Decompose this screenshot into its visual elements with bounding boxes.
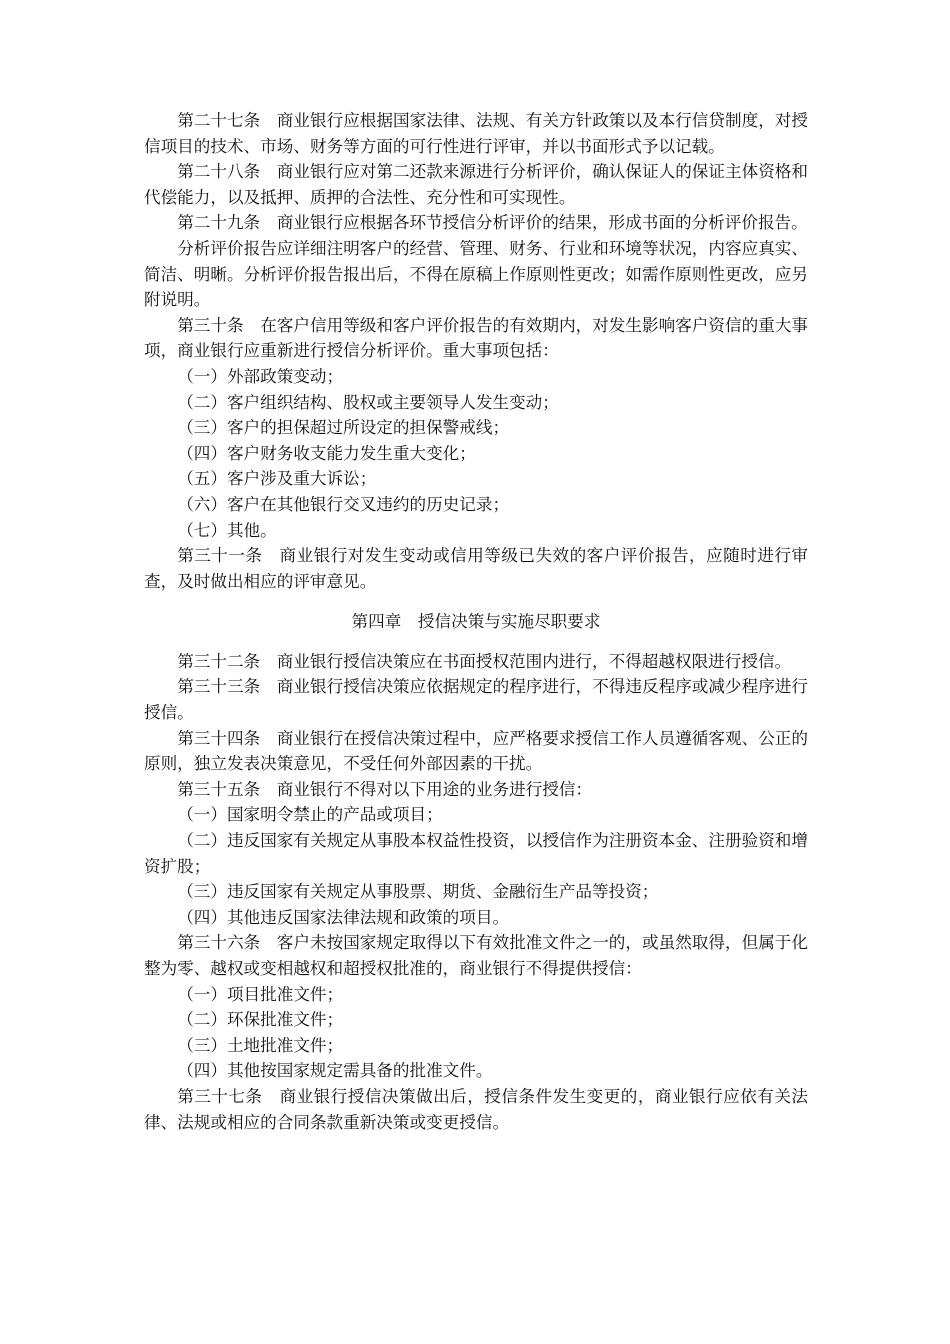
article-35-item-4: （四）其他违反国家法律法规和政策的项目。 — [177, 907, 510, 927]
article-36-item-1: （一）项目批准文件； — [177, 984, 344, 1004]
article-27: 第二十七条 商业银行应根据国家法律、法规、有关方针政策以及本行信贷制度，对授信项目的技术、市场、财务等方面的可行性进行评审，并以书面形式予以记载。 — [144, 111, 808, 156]
article-35: 第三十五条 商业银行不得对以下用途的业务进行授信： — [177, 779, 593, 799]
article-29: 第二十九条 商业银行应根据各环节授信分析评价的结果，形成书面的分析评价报告。 — [177, 213, 808, 233]
chapter-heading: 第四章 授信决策与实施尽职要求 — [351, 612, 601, 632]
article-29-paragraph-2: 分析评价报告应详细注明客户的经营、管理、财务、行业和环境等状况，内容应真实、简洁、明晰。分析评价报告报出后，不得在原稿上作原则性更改；如需作原则性更改，应另附说明。 — [144, 238, 808, 310]
article-30-item-4: （四）客户财务收支能力发生重大变化； — [177, 443, 476, 463]
article-30-item-1: （一）外部政策变动； — [177, 366, 344, 386]
article-36-item-3: （三）土地批准文件； — [177, 1035, 344, 1055]
article-35-item-2: （二）违反国家有关规定从事股本权益性投资，以授信作为注册资本金、注册验资和增资扩股； — [144, 831, 808, 876]
article-35-item-1: （一）国家明令禁止的产品或项目； — [177, 805, 443, 825]
article-37: 第三十七条 商业银行授信决策做出后，授信条件发生变更的，商业银行应依有关法律、法规或相应的合同条款重新决策或变更授信。 — [144, 1086, 808, 1132]
article-34: 第三十四条 商业银行在授信决策过程中，应严格要求授信工作人员遵循客观、公正的原则，独立发表决策意见，不受任何外部因素的干扰。 — [144, 728, 808, 774]
article-30-item-5: （五）客户涉及重大诉讼； — [177, 469, 377, 489]
article-33: 第三十三条 商业银行授信决策应依据规定的程序进行，不得违反程序或减少程序进行授信。 — [144, 677, 808, 723]
article-30-item-6: （六）客户在其他银行交叉违约的历史记录； — [177, 494, 510, 514]
article-36-item-2: （二）环保批准文件； — [177, 1010, 344, 1030]
article-28: 第二十八条 商业银行应对第二还款来源进行分析评价，确认保证人的保证主体资格和代偿能力，以及抵押、质押的合法性、充分性和可实现性。 — [144, 162, 808, 207]
article-30-item-3: （三）客户的担保超过所设定的担保警戒线； — [177, 418, 510, 438]
article-30: 第三十条 在客户信用等级和客户评价报告的有效期内，对发生影响客户资信的重大事项，商业银行应重新进行授信分析评价。重大事项包括： — [144, 315, 808, 361]
article-35-item-3: （三）违反国家有关规定从事股票、期货、金融衍生产品等投资； — [177, 882, 659, 902]
article-31: 第三十一条 商业银行对发生变动或信用等级已失效的客户评价报告，应随时进行审查，及时做出相应的评审意见。 — [144, 546, 808, 591]
document-page — [144, 108, 808, 1135]
article-30-item-7: （七）其他。 — [177, 520, 277, 540]
article-32: 第三十二条 商业银行授信决策应在书面授权范围内进行，不得超越权限进行授信。 — [177, 651, 792, 671]
article-36: 第三十六条 客户未按国家规定取得以下有效批准文件之一的，或虽然取得，但属于化整为零、越权或变相越权和超授权批准的，商业银行不得提供授信： — [144, 933, 808, 978]
article-36-item-4: （四）其他按国家规定需具备的批准文件。 — [177, 1061, 493, 1081]
article-30-item-2: （二）客户组织结构、股权或主要领导人发生变动； — [177, 392, 559, 412]
